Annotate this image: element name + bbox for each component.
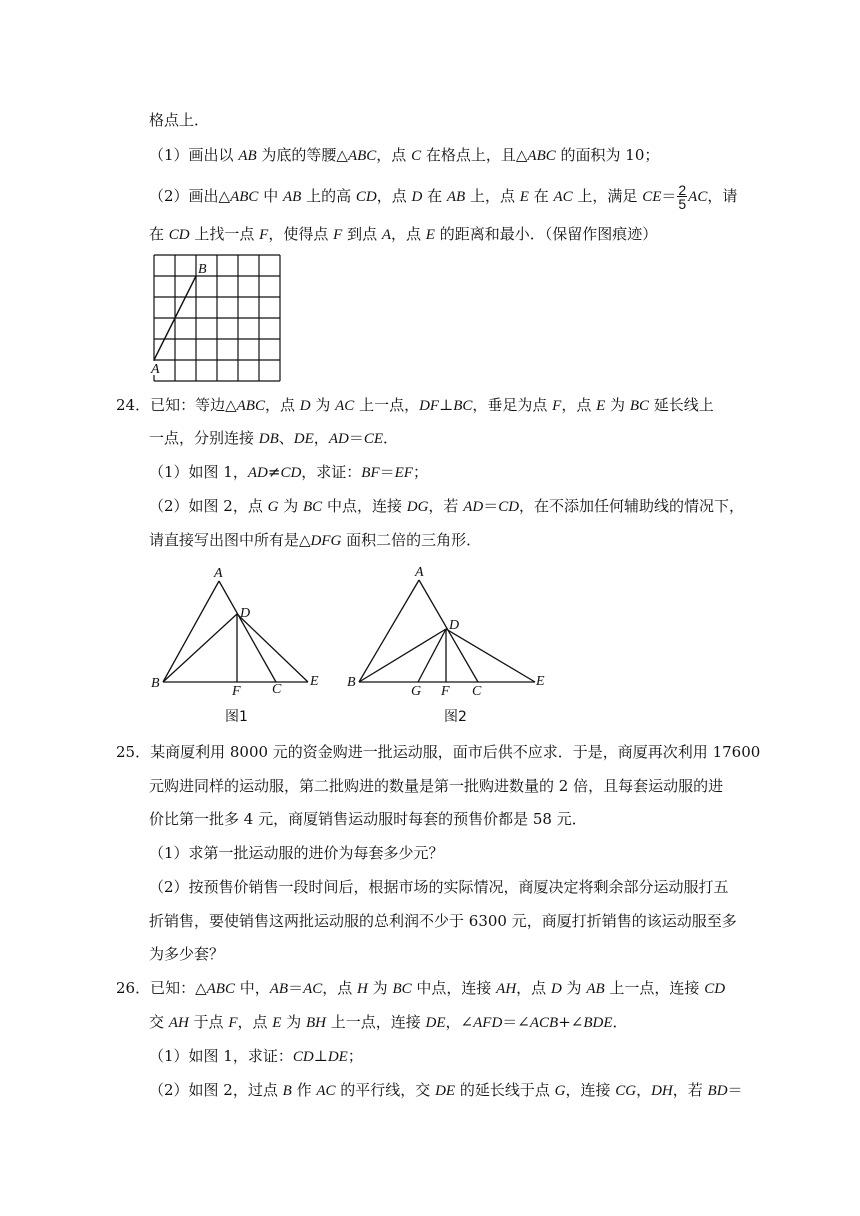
q23-line-0: 格点上． — [149, 111, 210, 129]
label-F: F — [232, 684, 241, 699]
fraction-two-fifths: $\frac{2}{5}$ — [678, 182, 687, 212]
q25-line-2: 元购进同样的运动服，第二批购进的数量是第一批购进数量的 2 倍，且每套运动服的进 — [149, 777, 724, 795]
label-D: D — [449, 618, 460, 633]
q23-part2: （2）画出△ABC 中 AB 上的高 CD，点 D 在 AB 上，点 E 在 AC 上，满足 CE＝ $\frac{2}{5}$ AC，请 — [149, 182, 738, 212]
label-C: C — [472, 684, 482, 699]
label-B: B — [198, 262, 207, 277]
label-B: B — [347, 675, 356, 690]
label-E: E — [536, 674, 545, 689]
q24-line-1: 24．已知：等边△ABC，点 D 为 AC 上一点，DF⊥BC，垂足为点 F，点 E 为 BC 延长线上 — [116, 396, 714, 414]
label-B: B — [151, 676, 160, 691]
figure-1 — [145, 563, 335, 733]
q24-part2: （2）如图 2，点 G 为 BC 中点，连接 DG，若 AD＝CD，在不添加任何辅助线的情况下， — [149, 497, 745, 515]
q23-part1: （1）画出以 AB 为底的等腰△ABC，点 C 在格点上，且△ABC 的面积为 10； — [149, 146, 660, 164]
segment-AB — [163, 581, 219, 682]
q25-part2-cont: 折销售，要使销售这两批运动服的总利润不少于 6300 元，商厦打折销售的该运动服至多 — [149, 912, 737, 930]
grid-lines — [154, 255, 280, 381]
label-F: F — [441, 684, 450, 699]
segment-BD — [359, 629, 446, 682]
q25-part2: （2）按预售价销售一段时间后，根据市场的实际情况，商厦决定将剩余部分运动服打五 — [149, 878, 729, 896]
q24-part2-cont: 请直接写出图中所有是△DFG 面积二倍的三角形． — [149, 531, 482, 549]
label-A: A — [151, 362, 160, 377]
segment-DE — [237, 614, 308, 682]
label-A: A — [415, 565, 424, 580]
q24-part1: （1）如图 1，AD≠CD，求证：BF＝EF； — [149, 463, 428, 481]
figure-2-caption: 图2 — [444, 709, 467, 725]
label-E: E — [310, 674, 319, 689]
q25-line-3: 价比第一批多 4 元，商厦销售运动服时每套的预售价都是 58 元． — [149, 810, 587, 828]
q24-line-2: 一点，分别连接 DB、DE，AD＝CE． — [149, 429, 399, 447]
label-A: A — [214, 566, 223, 581]
label-D: D — [240, 606, 251, 621]
q26-part1: （1）如图 1，求证：CD⊥DE； — [149, 1047, 363, 1065]
segment-DE — [446, 629, 535, 682]
segment-AC — [219, 581, 276, 682]
q26-part2: （2）如图 2，过点 B 作 AC 的平行线，交 DE 的延长线于点 G，连接 CG，DH，若 BD＝ — [149, 1081, 743, 1099]
label-C: C — [272, 682, 282, 697]
segment-BD — [163, 614, 237, 682]
label-G: G — [411, 684, 422, 699]
q25-line-1: 25．某商厦利用 8000 元的资金购进一批运动服，面市后供不应求．于是，商厦再次利用 17600 — [116, 743, 761, 761]
figure-2 — [345, 563, 555, 733]
q25-part1: （1）求第一批运动服的进价为每套多少元？ — [149, 844, 444, 862]
q26-line-1: 26．已知：△ABC 中，AB＝AC，点 H 为 BC 中点，连接 AH，点 D 为 AB 上一点，连接 CD — [116, 979, 726, 997]
segment-AB — [359, 580, 419, 682]
figure-1-caption: 图1 — [225, 709, 248, 725]
q26-line-2: 交 AH 于点 F，点 E 为 BH 上一点，连接 DE，∠AFD＝∠ACB+∠BDE． — [149, 1013, 628, 1031]
q25-part2-end: 为多少套？ — [149, 945, 225, 963]
grid-figure — [150, 252, 290, 387]
q23-part3: 在 CD 上找一点 F，使得点 F 到点 A，点 E 的距离和最小．（保留作图痕迹） — [149, 225, 658, 243]
